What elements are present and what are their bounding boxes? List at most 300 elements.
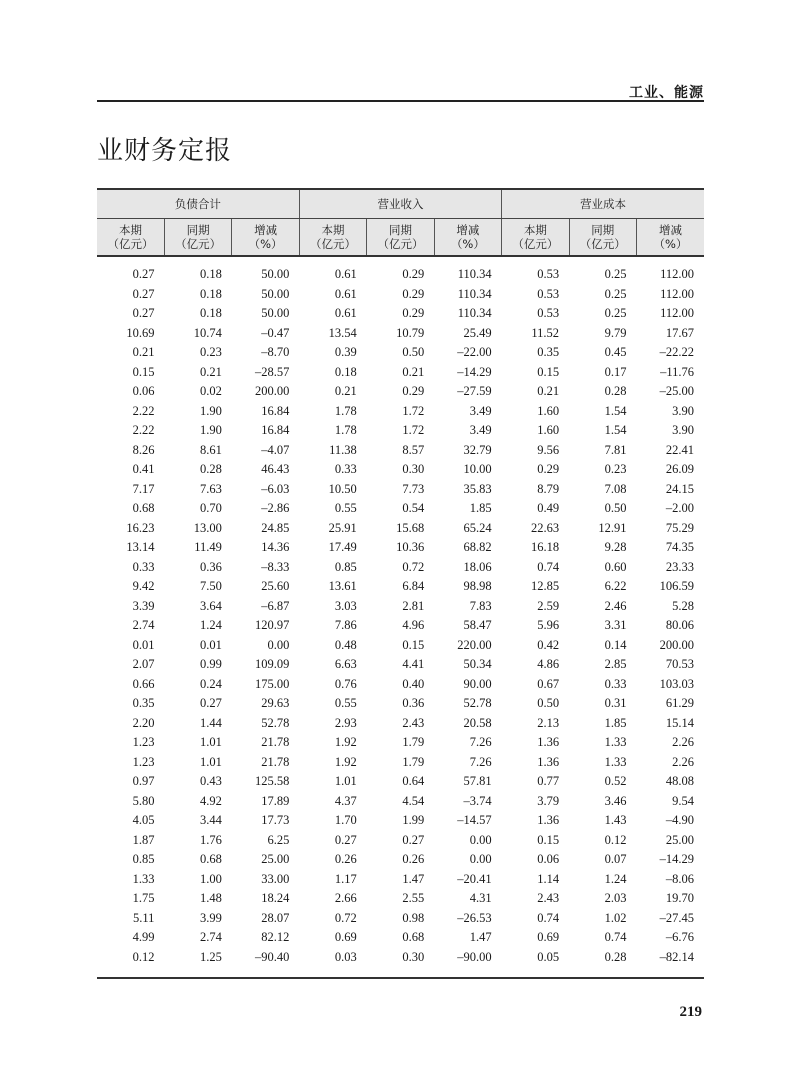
- table-body: [97, 256, 704, 967]
- table-cell: 5.96: [537, 618, 560, 633]
- table-cell: 0.27: [132, 286, 155, 301]
- table-cell: 0.07: [604, 852, 627, 867]
- table-cell: 12.85: [530, 579, 560, 594]
- sub-header-label: 本期: [118, 223, 142, 237]
- table-cell: 17.49: [328, 540, 357, 555]
- table-cell: –90.40: [254, 949, 290, 964]
- table-row: [97, 714, 704, 734]
- sub-header-cell: [97, 219, 164, 257]
- table-cell: 3.90: [672, 423, 694, 438]
- sub-header-label: 增减: [659, 223, 682, 237]
- table-cell: 0.35: [132, 696, 155, 711]
- table-cell: 6.84: [402, 579, 425, 594]
- table-cell: 0.55: [334, 501, 357, 516]
- table-cell: 1.72: [402, 423, 425, 438]
- table-cell: 0.60: [604, 559, 627, 574]
- table-cell: 1.43: [604, 813, 627, 828]
- table-cell: 110.34: [457, 286, 492, 301]
- table-cell: 0.21: [200, 364, 222, 379]
- table-cell: 1.92: [334, 735, 357, 750]
- table-cell: 1.47: [469, 930, 492, 945]
- table-cell: 0.28: [604, 949, 627, 964]
- table-row: [97, 850, 704, 870]
- table-cell: 1.90: [200, 403, 222, 418]
- table-cell: 0.25: [604, 267, 627, 282]
- table-cell: 175.00: [254, 676, 290, 691]
- table-cell: –8.06: [665, 871, 694, 886]
- table-cell: 0.50: [537, 696, 560, 711]
- page-title: 业财务定报: [97, 136, 233, 166]
- table-cell: 0.61: [334, 286, 357, 301]
- table-cell: 3.03: [334, 598, 357, 613]
- table-cell: 0.28: [604, 384, 627, 399]
- table-cell: 0.69: [537, 930, 560, 945]
- table-cell: 17.73: [261, 813, 290, 828]
- table-cell: 0.74: [537, 910, 560, 925]
- table-cell: 2.13: [537, 715, 560, 730]
- table-cell: 3.31: [604, 618, 627, 633]
- table-cell: 3.90: [672, 403, 694, 418]
- sub-header-cell: [569, 219, 636, 257]
- table-cell: 106.59: [659, 579, 694, 594]
- sub-header-label: 本期: [523, 223, 547, 237]
- table-cell: 0.36: [200, 559, 222, 574]
- table-cell: 0.39: [334, 345, 357, 360]
- table-cell: 1.24: [200, 618, 222, 633]
- table-row: [97, 694, 704, 714]
- table-cell: 3.39: [132, 598, 155, 613]
- table-cell: 0.15: [132, 364, 155, 379]
- table-cell: 7.26: [469, 754, 492, 769]
- table-cell: –8.33: [261, 559, 290, 574]
- table-cell: –0.47: [261, 325, 290, 340]
- table-cell: 0.18: [334, 364, 357, 379]
- table-cell: 10.74: [193, 325, 222, 340]
- table-cell: 2.26: [672, 735, 694, 750]
- table-cell: 17.89: [261, 793, 290, 808]
- table-cell: –14.29: [659, 852, 694, 867]
- sub-header-label: 增减: [254, 223, 278, 237]
- table-cell: 0.33: [132, 559, 155, 574]
- table-cell: 1.23: [132, 735, 155, 750]
- table-cell: 0.14: [604, 637, 627, 652]
- sub-header-unit: （亿元）: [377, 237, 424, 251]
- table-cell: 9.56: [537, 442, 560, 457]
- table-cell: 75.29: [665, 520, 694, 535]
- sub-header-cell: [232, 219, 299, 257]
- table-cell: 13.14: [126, 540, 155, 555]
- table-cell: 3.64: [200, 598, 222, 613]
- table-cell: 2.85: [604, 657, 627, 672]
- table-cell: –8.70: [261, 345, 290, 360]
- table-cell: 65.24: [463, 520, 492, 535]
- table-row: [97, 480, 704, 500]
- table-cell: 1.36: [537, 735, 560, 750]
- table-cell: 0.68: [200, 852, 222, 867]
- table-cell: 82.12: [261, 930, 290, 945]
- sub-header-cell: [299, 219, 366, 257]
- financial-table: [97, 188, 704, 967]
- page-number: 219: [679, 1004, 702, 1020]
- group-header-liabilities: 负债合计: [97, 189, 299, 219]
- table-cell: 1.90: [200, 423, 222, 438]
- sub-header-label: 同期: [186, 223, 210, 237]
- table-cell: 50.00: [261, 306, 290, 321]
- table-cell: 0.23: [200, 345, 222, 360]
- table-row: [97, 909, 704, 929]
- table-cell: 2.93: [334, 715, 357, 730]
- table-cell: 13.61: [328, 579, 357, 594]
- table-cell: –6.76: [665, 930, 694, 945]
- table-cell: 0.66: [132, 676, 155, 691]
- table-cell: 1.24: [604, 871, 627, 886]
- table-cell: 0.42: [537, 637, 560, 652]
- table-cell: 0.50: [402, 345, 425, 360]
- table-cell: 0.35: [537, 345, 560, 360]
- table-cell: 0.21: [402, 364, 425, 379]
- table-cell: 0.30: [402, 949, 425, 964]
- table-row: [97, 948, 704, 968]
- table-cell: 0.27: [132, 267, 155, 282]
- table-cell: 200.00: [254, 384, 290, 399]
- table-cell: 4.05: [132, 813, 155, 828]
- table-cell: 125.58: [254, 774, 290, 789]
- table-cell: 48.08: [665, 774, 694, 789]
- table-cell: 1.25: [200, 949, 222, 964]
- table-cell: 4.92: [200, 793, 222, 808]
- table-cell: 1.70: [334, 813, 357, 828]
- table-cell: 58.47: [463, 618, 492, 633]
- table-cell: 5.11: [133, 910, 155, 925]
- group-header-cost: 营业成本: [502, 189, 704, 219]
- table-row: [97, 421, 704, 441]
- table-cell: 0.21: [334, 384, 357, 399]
- table-cell: 0.29: [402, 306, 425, 321]
- table-cell: 57.81: [463, 774, 492, 789]
- table-cell: 35.83: [463, 481, 492, 496]
- table-cell: 0.41: [132, 462, 155, 477]
- table-cell: 0.68: [132, 501, 155, 516]
- table-cell: 220.00: [457, 637, 492, 652]
- table-cell: 3.49: [469, 403, 492, 418]
- table-cell: 0.18: [200, 286, 222, 301]
- table-cell: 0.40: [402, 676, 425, 691]
- table-cell: 50.00: [261, 286, 290, 301]
- table-cell: 2.43: [537, 891, 560, 906]
- table-cell: –4.90: [665, 813, 694, 828]
- table-cell: 0.26: [402, 852, 425, 867]
- table-cell: –27.59: [457, 384, 492, 399]
- table-cell: 0.85: [334, 559, 357, 574]
- table-cell: 1.92: [334, 754, 357, 769]
- table-cell: 1.23: [132, 754, 155, 769]
- table-cell: 0.72: [402, 559, 425, 574]
- table-cell: 112.00: [660, 306, 694, 321]
- table-row: [97, 382, 704, 402]
- table-cell: 0.29: [402, 267, 425, 282]
- table-cell: 25.49: [463, 325, 492, 340]
- table-cell: 98.98: [463, 579, 492, 594]
- table-cell: 1.01: [200, 754, 222, 769]
- table-cell: 0.28: [200, 462, 222, 477]
- table-cell: 0.72: [334, 910, 357, 925]
- table-cell: –27.45: [659, 910, 694, 925]
- table-cell: 7.26: [469, 735, 492, 750]
- table-cell: 5.28: [672, 598, 694, 613]
- sub-header-label: 同期: [591, 223, 615, 237]
- sub-header-unit: （亿元）: [310, 237, 357, 251]
- table-cell: 1.54: [604, 403, 627, 418]
- table-cell: –2.00: [665, 501, 694, 516]
- table-cell: 25.00: [261, 852, 290, 867]
- table-cell: 46.43: [261, 462, 290, 477]
- table-cell: –6.87: [261, 598, 290, 613]
- table-cell: 1.78: [334, 403, 357, 418]
- table-row: [97, 889, 704, 909]
- table-cell: 10.69: [126, 325, 155, 340]
- table-cell: 0.15: [537, 364, 560, 379]
- table-cell: –90.00: [457, 949, 492, 964]
- table-cell: 6.22: [604, 579, 627, 594]
- table-cell: –26.53: [457, 910, 492, 925]
- table-cell: 7.17: [132, 481, 155, 496]
- table-cell: 110.34: [457, 267, 492, 282]
- table-cell: 0.06: [132, 384, 155, 399]
- table-cell: 24.15: [665, 481, 694, 496]
- table-row: [97, 831, 704, 851]
- table-cell: 0.53: [537, 286, 560, 301]
- table-row: [97, 577, 704, 597]
- table-cell: 0.27: [132, 306, 155, 321]
- table-cell: 200.00: [659, 637, 694, 652]
- table-cell: 14.36: [261, 540, 290, 555]
- table-cell: 7.08: [604, 481, 627, 496]
- table-cell: 4.37: [334, 793, 357, 808]
- sub-header-label: 增减: [456, 223, 480, 237]
- table-cell: 112.00: [660, 267, 694, 282]
- table-cell: 16.23: [126, 520, 155, 535]
- table-cell: 2.66: [334, 891, 357, 906]
- sub-header-unit: （亿元）: [107, 237, 154, 251]
- table-cell: 0.30: [402, 462, 425, 477]
- sub-header-label: 本期: [321, 223, 345, 237]
- table-cell: 18.06: [463, 559, 492, 574]
- table-cell: 0.17: [604, 364, 627, 379]
- table-cell: 0.12: [132, 949, 155, 964]
- sub-header-unit: （亿元）: [579, 237, 626, 251]
- table-cell: 0.25: [604, 286, 627, 301]
- table-row: [97, 792, 704, 812]
- table-cell: 3.79: [537, 793, 560, 808]
- table-row: [97, 538, 704, 558]
- table-cell: 4.86: [537, 657, 560, 672]
- table-cell: 0.61: [334, 306, 357, 321]
- table-row: [97, 441, 704, 461]
- table-cell: 0.53: [537, 267, 560, 282]
- table-row: [97, 499, 704, 519]
- table-cell: 0.31: [604, 696, 627, 711]
- table-cell: 0.76: [334, 676, 357, 691]
- table-row: [97, 636, 704, 656]
- table-row: [97, 460, 704, 480]
- table-cell: 32.79: [463, 442, 492, 457]
- table-cell: 2.20: [132, 715, 155, 730]
- table-cell: 2.03: [604, 891, 627, 906]
- sub-header-unit: （%）: [653, 237, 688, 251]
- table-cell: 0.27: [200, 696, 222, 711]
- sub-header-row: [97, 219, 704, 257]
- table-cell: 1.33: [604, 735, 627, 750]
- table-cell: –22.22: [659, 345, 694, 360]
- table-cell: 8.61: [200, 442, 222, 457]
- table-cell: 2.07: [132, 657, 155, 672]
- table-row: [97, 870, 704, 890]
- table-cell: 0.53: [537, 306, 560, 321]
- table-cell: 0.23: [604, 462, 627, 477]
- table-cell: 1.79: [402, 735, 425, 750]
- table-cell: 0.85: [132, 852, 155, 867]
- table-cell: 20.58: [463, 715, 492, 730]
- table-row: [97, 655, 704, 675]
- table-cell: 9.79: [604, 325, 627, 340]
- table-cell: 10.36: [396, 540, 425, 555]
- table-cell: –25.00: [659, 384, 694, 399]
- table-cell: 1.60: [537, 423, 560, 438]
- table-cell: 2.59: [537, 598, 560, 613]
- table-row: [97, 363, 704, 383]
- table-cell: 7.86: [334, 618, 357, 633]
- table-row: [97, 285, 704, 305]
- table-cell: 0.69: [334, 930, 357, 945]
- table-cell: 0.54: [402, 501, 425, 516]
- table-cell: 5.80: [132, 793, 155, 808]
- table-cell: 1.33: [132, 871, 155, 886]
- table-cell: 7.73: [402, 481, 425, 496]
- table-cell: 16.84: [261, 423, 290, 438]
- table-cell: 52.78: [463, 696, 492, 711]
- table-cell: 24.85: [261, 520, 290, 535]
- table-cell: 0.24: [200, 676, 222, 691]
- table-cell: 1.14: [537, 871, 560, 886]
- table-cell: 52.78: [261, 715, 290, 730]
- table-cell: 4.96: [402, 618, 425, 633]
- table-cell: 1.02: [604, 910, 627, 925]
- table-row: [97, 928, 704, 948]
- table-cell: 1.60: [537, 403, 560, 418]
- table-cell: 2.43: [402, 715, 425, 730]
- table-cell: 8.79: [537, 481, 560, 496]
- table-row: [97, 256, 704, 285]
- table-cell: 7.63: [200, 481, 222, 496]
- table-cell: 9.42: [132, 579, 155, 594]
- table-cell: 0.29: [402, 286, 425, 301]
- table-cell: 1.44: [200, 715, 222, 730]
- table-cell: 9.54: [672, 793, 694, 808]
- table-cell: 0.01: [200, 637, 222, 652]
- table-cell: 0.15: [537, 832, 560, 847]
- table-cell: 0.27: [402, 832, 425, 847]
- table-cell: 50.00: [261, 267, 290, 282]
- table-cell: 90.00: [463, 676, 492, 691]
- sub-header-cell: [367, 219, 434, 257]
- table-cell: 16.18: [530, 540, 560, 555]
- table-cell: 0.45: [604, 345, 627, 360]
- table-cell: 1.78: [334, 423, 357, 438]
- table-row: [97, 753, 704, 773]
- table-cell: 0.50: [604, 501, 627, 516]
- table-cell: 1.72: [402, 403, 425, 418]
- table-cell: 70.53: [665, 657, 694, 672]
- table-cell: 120.97: [254, 618, 290, 633]
- sub-header-cell: [164, 219, 231, 257]
- table-cell: 1.33: [604, 754, 627, 769]
- table-cell: 0.70: [200, 501, 222, 516]
- table-cell: 0.98: [402, 910, 425, 925]
- table-cell: 1.01: [200, 735, 222, 750]
- table-cell: 28.07: [261, 910, 290, 925]
- table-cell: 4.31: [469, 891, 492, 906]
- table-cell: 0.27: [334, 832, 357, 847]
- table-cell: 2.74: [132, 618, 155, 633]
- table-cell: 1.47: [402, 871, 425, 886]
- table-cell: 0.21: [132, 345, 155, 360]
- table-cell: 3.46: [604, 793, 627, 808]
- table-cell: 0.25: [604, 306, 627, 321]
- table-cell: 0.74: [537, 559, 560, 574]
- table-cell: 68.82: [463, 540, 492, 555]
- table-cell: –22.00: [457, 345, 492, 360]
- table-row: [97, 519, 704, 539]
- sub-header-unit: （亿元）: [512, 237, 559, 251]
- table-cell: 2.22: [132, 423, 155, 438]
- table-cell: 2.46: [604, 598, 627, 613]
- table-cell: 7.83: [469, 598, 492, 613]
- financial-table-container: [97, 188, 704, 979]
- table-cell: 1.79: [402, 754, 425, 769]
- table-cell: 17.67: [665, 325, 694, 340]
- table-cell: 1.75: [132, 891, 155, 906]
- sub-header-cell: [502, 219, 569, 257]
- table-cell: –20.41: [457, 871, 492, 886]
- group-header-revenue: 营业收入: [299, 189, 501, 219]
- table-cell: 19.70: [665, 891, 694, 906]
- table-cell: 1.54: [604, 423, 627, 438]
- table-cell: 21.78: [261, 754, 290, 769]
- table-row: [97, 558, 704, 578]
- table-cell: 0.77: [537, 774, 560, 789]
- table-cell: 11.38: [329, 442, 357, 457]
- table-cell: 0.15: [402, 637, 425, 652]
- table-cell: 0.48: [334, 637, 357, 652]
- table-cell: 22.63: [530, 520, 560, 535]
- table-cell: 0.00: [469, 852, 492, 867]
- table-cell: 109.09: [254, 657, 290, 672]
- table-cell: 0.02: [200, 384, 222, 399]
- table-cell: 0.33: [334, 462, 357, 477]
- group-header-row: [97, 189, 704, 219]
- table-cell: 10.79: [396, 325, 425, 340]
- table-cell: 61.29: [665, 696, 694, 711]
- table-cell: 25.91: [328, 520, 357, 535]
- table-cell: 0.43: [200, 774, 222, 789]
- sub-header-label: 同期: [388, 223, 412, 237]
- table-cell: 7.50: [200, 579, 222, 594]
- table-cell: 0.06: [537, 852, 560, 867]
- table-row: [97, 304, 704, 324]
- table-cell: 6.63: [334, 657, 357, 672]
- table-cell: 10.50: [328, 481, 357, 496]
- table-cell: 33.00: [261, 871, 290, 886]
